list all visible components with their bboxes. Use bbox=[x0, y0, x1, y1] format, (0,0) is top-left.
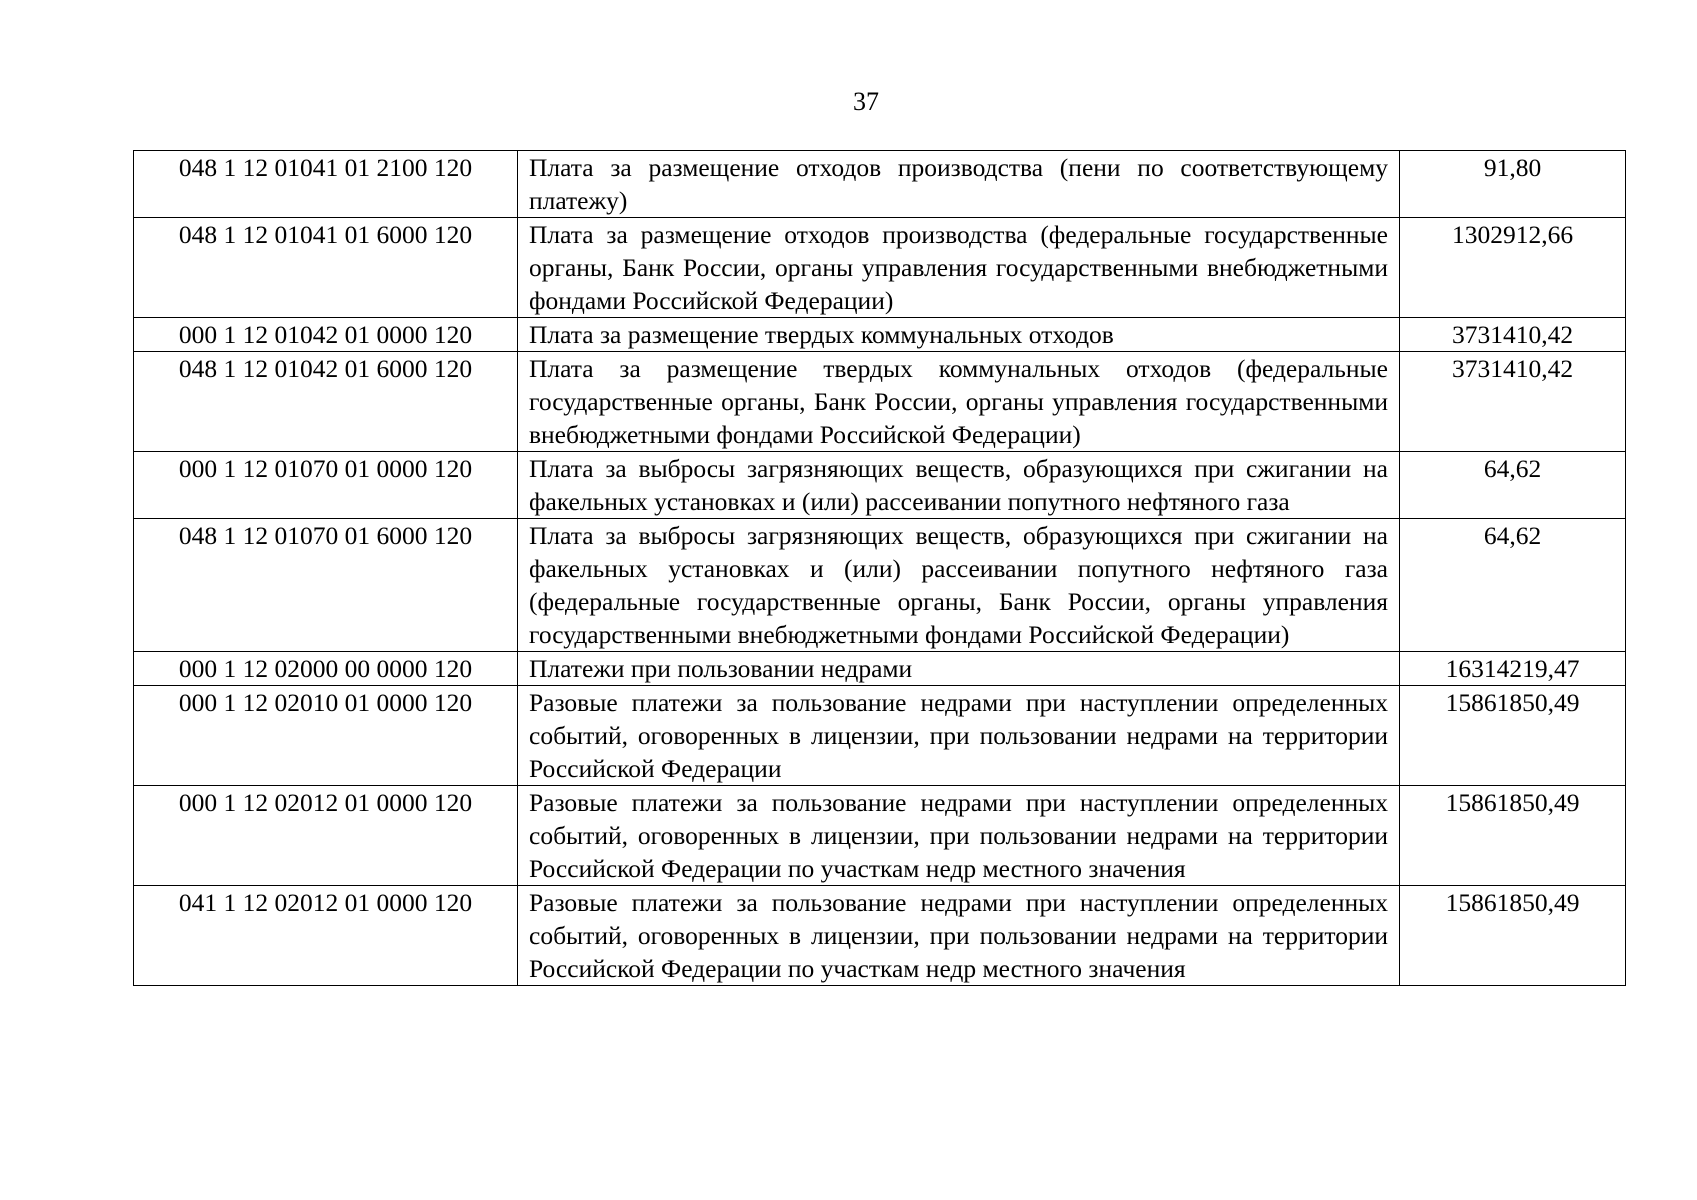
table-row bbox=[134, 318, 1626, 352]
table-row bbox=[134, 519, 1626, 652]
amount-cell: 64,62 bbox=[1400, 519, 1626, 652]
amount-cell: 3731410,42 bbox=[1400, 318, 1626, 352]
revenue-name-cell: Плата за размещение отходов производства (пени по соответствующему платежу) bbox=[518, 151, 1400, 218]
table-row bbox=[134, 151, 1626, 218]
budget-code-cell: 000 1 12 01070 01 0000 120 bbox=[134, 452, 518, 519]
amount-cell: 15861850,49 bbox=[1400, 686, 1626, 786]
table-row bbox=[134, 352, 1626, 452]
amount-cell: 3731410,42 bbox=[1400, 352, 1626, 452]
budget-code-cell: 000 1 12 02000 00 0000 120 bbox=[134, 652, 518, 686]
revenue-name-cell: Платежи при пользовании недрами bbox=[518, 652, 1400, 686]
budget-code-cell: 048 1 12 01070 01 6000 120 bbox=[134, 519, 518, 652]
revenue-name-cell: Плата за размещение твердых коммунальных отходов (федеральные государственные органы, Банк России, органы управления государственными внебюджетными фондами Российской Федерации) bbox=[518, 352, 1400, 452]
page-number: 37 bbox=[853, 87, 879, 116]
amount-cell: 16314219,47 bbox=[1400, 652, 1626, 686]
budget-code-cell: 048 1 12 01041 01 6000 120 bbox=[134, 218, 518, 318]
table-row bbox=[134, 686, 1626, 786]
budget-code-cell: 048 1 12 01041 01 2100 120 bbox=[134, 151, 518, 218]
revenue-name-cell: Плата за выбросы загрязняющих веществ, образующихся при сжигании на факельных установках и (или) рассеивании попутного нефтяного газа (федеральные государственные органы, Банк России, органы управления государственными внебюджетными фондами Российской Федерации) bbox=[518, 519, 1400, 652]
amount-cell: 15861850,49 bbox=[1400, 886, 1626, 986]
budget-code-cell: 041 1 12 02012 01 0000 120 bbox=[134, 886, 518, 986]
budget-code-cell: 000 1 12 02010 01 0000 120 bbox=[134, 686, 518, 786]
amount-cell: 15861850,49 bbox=[1400, 786, 1626, 886]
table-row bbox=[134, 786, 1626, 886]
table-row bbox=[134, 652, 1626, 686]
table-row bbox=[134, 886, 1626, 986]
budget-code-cell: 048 1 12 01042 01 6000 120 bbox=[134, 352, 518, 452]
revenue-name-cell: Плата за размещение отходов производства (федеральные государственные органы, Банк России, органы управления государственными внебюджетными фондами Российской Федерации) bbox=[518, 218, 1400, 318]
budget-code-cell: 000 1 12 02012 01 0000 120 bbox=[134, 786, 518, 886]
table-row bbox=[134, 218, 1626, 318]
table-row bbox=[134, 452, 1626, 519]
budget-code-cell: 000 1 12 01042 01 0000 120 bbox=[134, 318, 518, 352]
revenue-name-cell: Плата за размещение твердых коммунальных отходов bbox=[518, 318, 1400, 352]
revenue-name-cell: Разовые платежи за пользование недрами при наступлении определенных событий, оговоренных в лицензии, при пользовании недрами на территории Российской Федерации по участкам недр местного значения bbox=[518, 786, 1400, 886]
revenue-name-cell: Разовые платежи за пользование недрами при наступлении определенных событий, оговоренных в лицензии, при пользовании недрами на территории Российской Федерации bbox=[518, 686, 1400, 786]
revenue-name-cell: Плата за выбросы загрязняющих веществ, образующихся при сжигании на факельных установках и (или) рассеивании попутного нефтяного газа bbox=[518, 452, 1400, 519]
revenue-name-cell: Разовые платежи за пользование недрами при наступлении определенных событий, оговоренных в лицензии, при пользовании недрами на территории Российской Федерации по участкам недр местного значения bbox=[518, 886, 1400, 986]
amount-cell: 1302912,66 bbox=[1400, 218, 1626, 318]
revenue-table bbox=[133, 150, 1626, 986]
amount-cell: 64,62 bbox=[1400, 452, 1626, 519]
amount-cell: 91,80 bbox=[1400, 151, 1626, 218]
